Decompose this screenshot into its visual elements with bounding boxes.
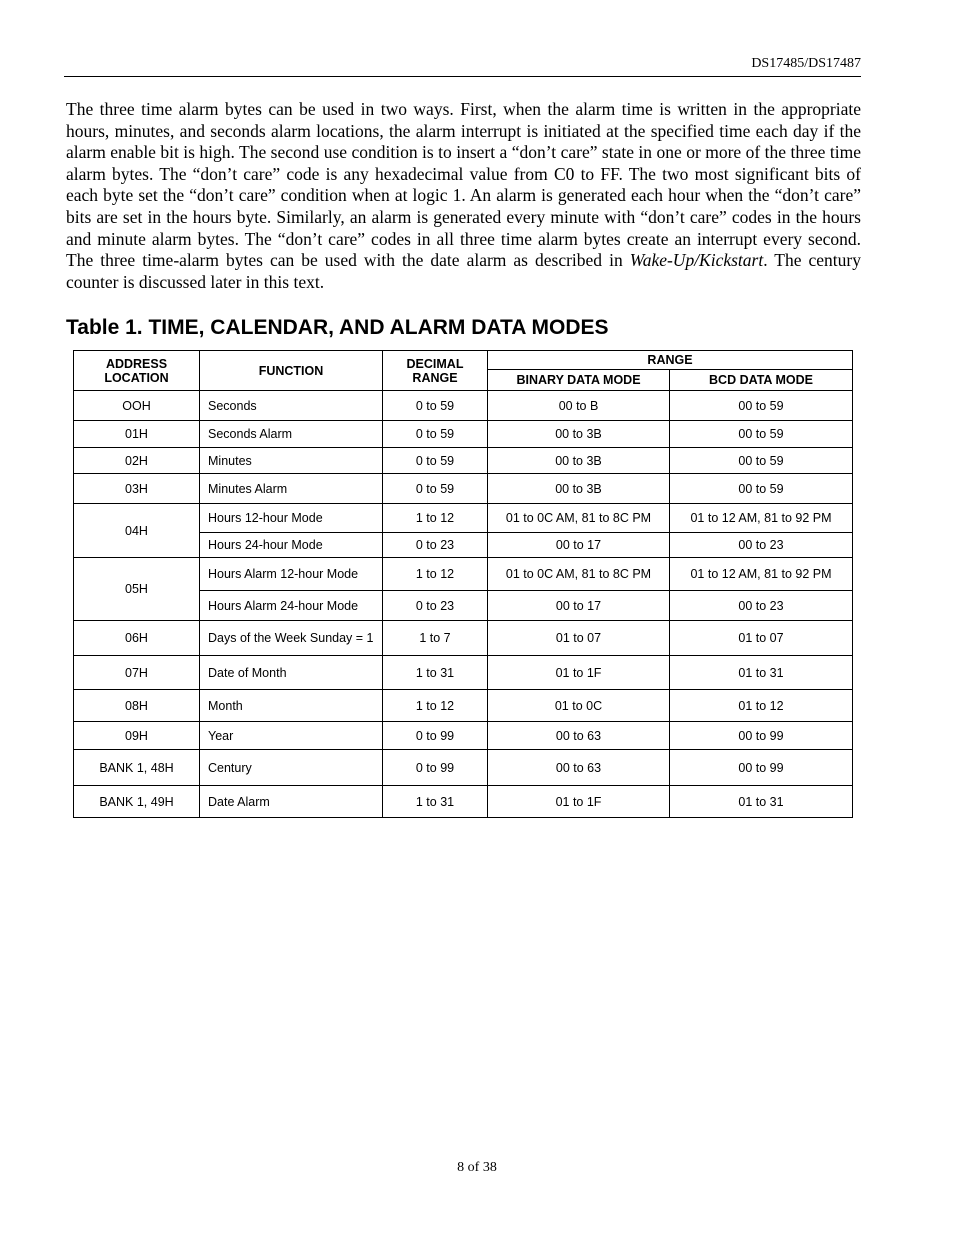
cell-decimal: 1 to 12	[383, 558, 488, 591]
cell-binary: 00 to 3B	[488, 474, 670, 504]
cell-bcd: 01 to 31	[670, 786, 853, 818]
cell-address: 08H	[74, 690, 200, 722]
table-row	[74, 621, 853, 656]
header-function: FUNCTION	[200, 351, 383, 391]
cell-address: 05H	[74, 558, 200, 621]
cell-function: Century	[200, 750, 383, 786]
cell-function: Minutes Alarm	[200, 474, 383, 504]
cell-bcd: 00 to 59	[670, 391, 853, 421]
cell-bcd: 00 to 59	[670, 448, 853, 474]
cell-bcd: 01 to 12	[670, 690, 853, 722]
header-binary-mode: BINARY DATA MODE	[488, 370, 670, 391]
cell-bcd: 01 to 12 AM, 81 to 92 PM	[670, 504, 853, 533]
cell-binary: 01 to 07	[488, 621, 670, 656]
table-row	[74, 786, 853, 818]
intro-text-end: . The century counter is discussed later in this text.	[66, 250, 861, 292]
cell-bcd: 00 to 99	[670, 750, 853, 786]
cell-function: Month	[200, 690, 383, 722]
cell-bcd: 00 to 59	[670, 421, 853, 448]
cell-binary: 01 to 0C AM, 81 to 8C PM	[488, 558, 670, 591]
cell-bcd: 00 to 23	[670, 533, 853, 558]
cell-binary: 01 to 1F	[488, 786, 670, 818]
cell-bcd: 01 to 07	[670, 621, 853, 656]
cell-function: Hours 24-hour Mode	[200, 533, 383, 558]
cell-binary: 01 to 0C AM, 81 to 8C PM	[488, 504, 670, 533]
cell-decimal: 1 to 31	[383, 786, 488, 818]
cell-function: Seconds Alarm	[200, 421, 383, 448]
table-row	[74, 504, 853, 533]
cell-decimal: 1 to 31	[383, 656, 488, 690]
cell-decimal: 1 to 7	[383, 621, 488, 656]
cell-decimal: 0 to 59	[383, 391, 488, 421]
cell-address: 02H	[74, 448, 200, 474]
cell-address: BANK 1, 48H	[74, 750, 200, 786]
table-row	[74, 656, 853, 690]
cell-function: Date of Month	[200, 656, 383, 690]
cell-function: Days of the Week Sunday = 1	[200, 621, 383, 656]
cell-bcd: 00 to 59	[670, 474, 853, 504]
cell-bcd: 00 to 99	[670, 722, 853, 750]
cell-binary: 01 to 0C	[488, 690, 670, 722]
cell-function: Year	[200, 722, 383, 750]
cell-function: Hours 12-hour Mode	[200, 504, 383, 533]
header-address: ADDRESS LOCATION	[74, 351, 200, 391]
cell-address: 01H	[74, 421, 200, 448]
cell-binary: 00 to 17	[488, 591, 670, 621]
cell-bcd: 00 to 23	[670, 591, 853, 621]
cell-address: 04H	[74, 504, 200, 558]
table-row	[74, 558, 853, 591]
cell-decimal: 1 to 12	[383, 690, 488, 722]
table-row	[74, 750, 853, 786]
cell-decimal: 1 to 12	[383, 504, 488, 533]
cell-decimal: 0 to 59	[383, 474, 488, 504]
cell-binary: 00 to 63	[488, 722, 670, 750]
header-bcd-mode: BCD DATA MODE	[670, 370, 853, 391]
intro-reference: Wake-Up/Kickstart	[629, 250, 764, 271]
cell-function: Date Alarm	[200, 786, 383, 818]
header-divider	[64, 76, 861, 77]
cell-decimal: 0 to 99	[383, 722, 488, 750]
header-decimal-range: DECIMAL RANGE	[383, 351, 488, 391]
page-number: 8 of 38	[457, 1160, 497, 1175]
intro-text: The three time alarm bytes can be used in two ways. First, when the alarm time is written in the appropriate hours, minutes, and seconds alarm locations, the alarm interrupt is initiated at the specified time each day if the alarm enable bit is high. The second use condition is to insert a “don’t care” state in one or more of the three time alarm bytes. The “don’t care” code is any hexadecimal value from C0 to FF. The two most significant bits of each byte set the “don’t care” condition when at logic 1. An alarm is generated each hour when the “don’t care” bits are set in the hours byte. Similarly, an alarm is generated every minute with “don’t care” codes in the hours and minute alarm bytes. The “don’t care” codes in all three time alarm bytes create an interrupt every second. The three time-alarm bytes can be used with the date alarm as described in	[66, 99, 861, 271]
cell-binary: 01 to 1F	[488, 656, 670, 690]
table-row	[74, 690, 853, 722]
cell-address: 07H	[74, 656, 200, 690]
cell-decimal: 0 to 59	[383, 421, 488, 448]
intro-paragraph	[66, 99, 861, 293]
cell-binary: 00 to 3B	[488, 448, 670, 474]
data-modes-table	[73, 350, 853, 818]
cell-address: 03H	[74, 474, 200, 504]
cell-address: 09H	[74, 722, 200, 750]
cell-binary: 00 to 17	[488, 533, 670, 558]
document-code: DS17485/DS17487	[751, 56, 861, 71]
cell-function: Hours Alarm 12-hour Mode	[200, 558, 383, 591]
table-title: Table 1. TIME, CALENDAR, AND ALARM DATA MODES	[66, 316, 609, 339]
table-row	[74, 448, 853, 474]
cell-decimal: 0 to 23	[383, 591, 488, 621]
cell-binary: 00 to 3B	[488, 421, 670, 448]
cell-decimal: 0 to 99	[383, 750, 488, 786]
cell-bcd: 01 to 12 AM, 81 to 92 PM	[670, 558, 853, 591]
cell-function: Seconds	[200, 391, 383, 421]
cell-address: OOH	[74, 391, 200, 421]
cell-function: Minutes	[200, 448, 383, 474]
cell-decimal: 0 to 23	[383, 533, 488, 558]
cell-binary: 00 to 63	[488, 750, 670, 786]
table-row	[74, 474, 853, 504]
cell-decimal: 0 to 59	[383, 448, 488, 474]
table-row	[74, 421, 853, 448]
cell-address: BANK 1, 49H	[74, 786, 200, 818]
cell-bcd: 01 to 31	[670, 656, 853, 690]
table-row	[74, 391, 853, 421]
cell-address: 06H	[74, 621, 200, 656]
header-range: RANGE	[488, 351, 853, 370]
cell-function: Hours Alarm 24-hour Mode	[200, 591, 383, 621]
cell-binary: 00 to B	[488, 391, 670, 421]
table-row	[74, 722, 853, 750]
